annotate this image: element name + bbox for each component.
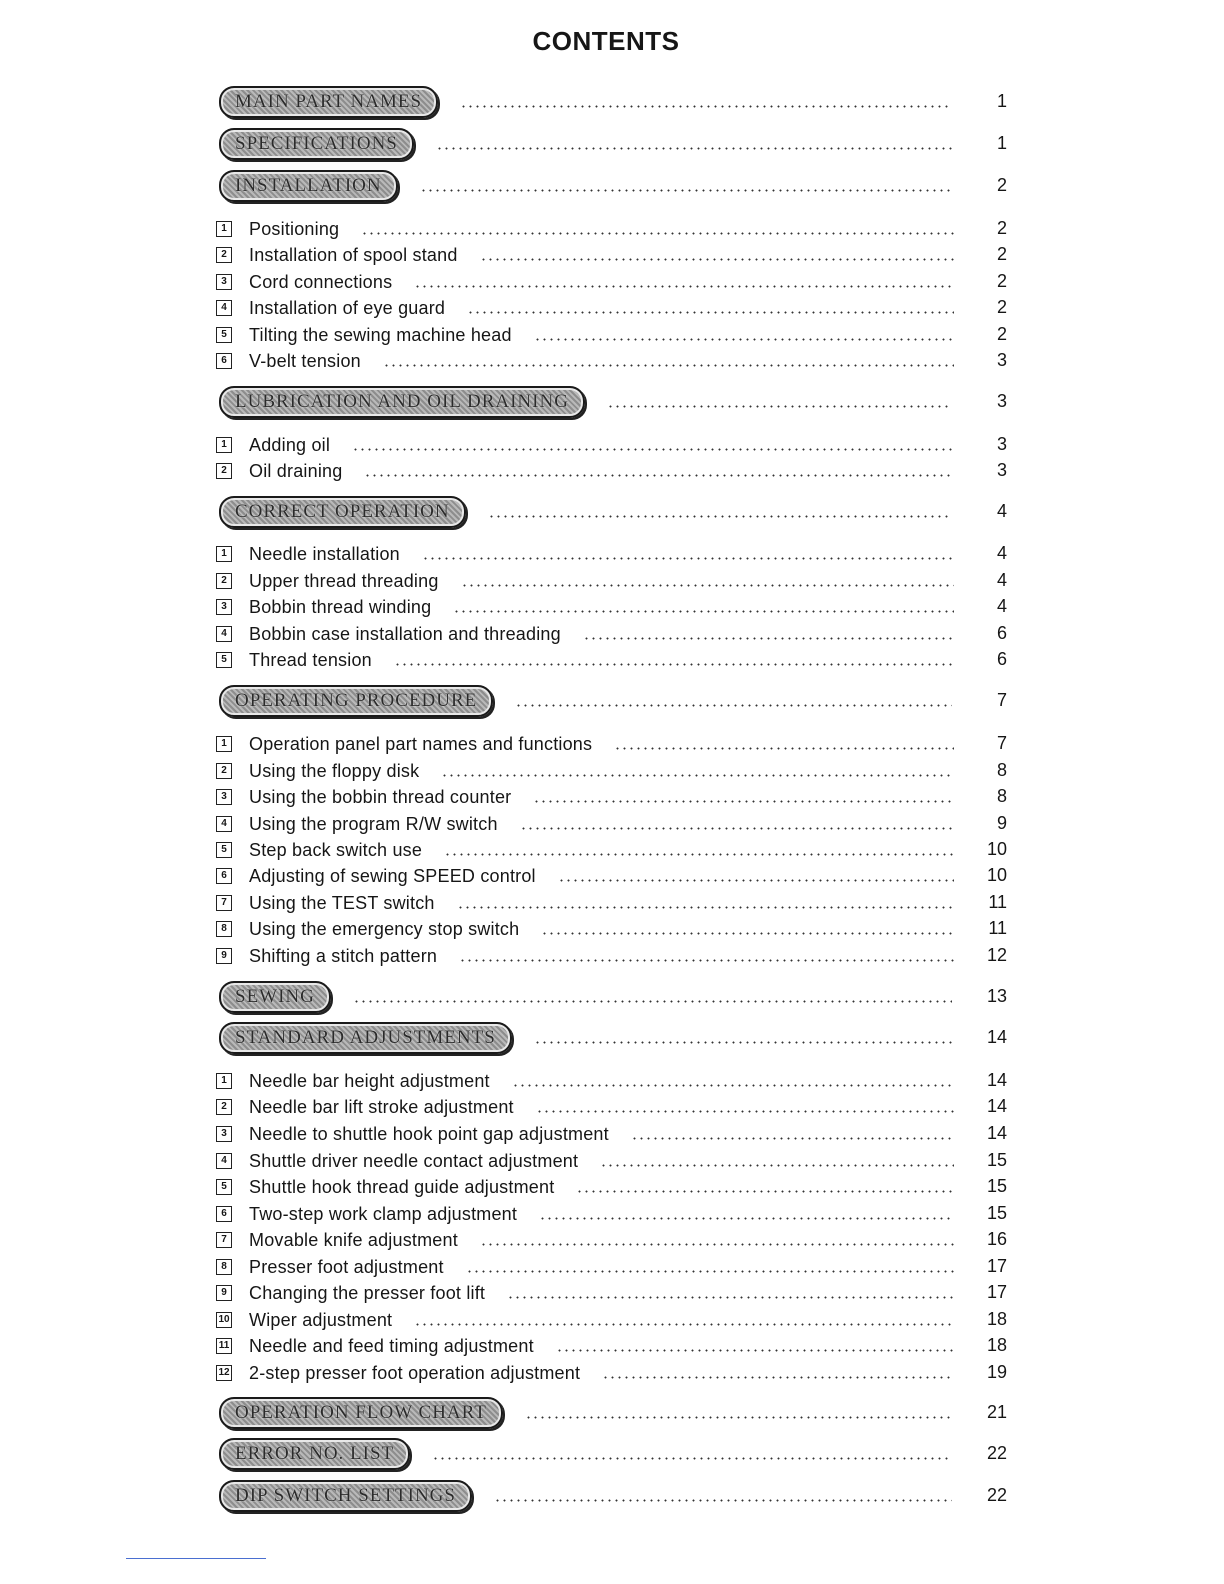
page-number: 12 (986, 945, 1007, 965)
page-number: 3 (996, 460, 1007, 480)
toc-section-row[interactable] (219, 1023, 960, 1053)
page-number: 14 (986, 1123, 1007, 1143)
item-number-box: 5 (216, 842, 232, 858)
item-number-box: 6 (216, 353, 232, 369)
item-label: Operation panel part names and functions (249, 733, 593, 754)
dot-leader (414, 1323, 954, 1326)
page-number: 2 (996, 297, 1007, 317)
page-number: 22 (986, 1485, 1007, 1505)
item-number-box: 1 (216, 1073, 232, 1089)
dot-leader (353, 1000, 952, 1003)
item-label: Installation of eye guard (249, 297, 446, 318)
dot-leader (453, 610, 954, 613)
page-number: 10 (986, 839, 1007, 859)
item-label: Presser foot adjustment (249, 1256, 444, 1277)
page-number: 17 (986, 1256, 1007, 1276)
dot-leader (480, 258, 954, 261)
item-label: Needle and feed timing adjustment (249, 1335, 534, 1356)
toc-item-row[interactable] (216, 539, 962, 569)
item-label: Wiper adjustment (249, 1309, 393, 1330)
item-label: Needle to shuttle hook point gap adjustment (249, 1123, 609, 1144)
item-label: Needle bar lift stroke adjustment (249, 1096, 514, 1117)
page-number: 3 (996, 391, 1007, 411)
dot-leader (414, 285, 954, 288)
page-number: 13 (986, 986, 1007, 1006)
dot-leader (436, 147, 952, 150)
item-label: Bobbin thread winding (249, 596, 432, 617)
item-number-box: 3 (216, 789, 232, 805)
item-label: Changing the presser foot lift (249, 1282, 486, 1303)
page-number: 7 (996, 733, 1007, 753)
dot-leader (607, 405, 952, 408)
toc-item-row[interactable] (216, 1358, 962, 1388)
page-number: 19 (986, 1362, 1007, 1382)
page-number: 18 (986, 1335, 1007, 1355)
item-number-box: 6 (216, 868, 232, 884)
page-number: 2 (996, 218, 1007, 238)
item-number-box: 4 (216, 300, 232, 316)
item-number-box: 10 (216, 1312, 232, 1328)
page-number: 16 (986, 1229, 1007, 1249)
page-number: 21 (986, 1402, 1007, 1422)
toc-item-row[interactable] (216, 782, 962, 812)
page-number: 2 (996, 244, 1007, 264)
item-label: Positioning (249, 218, 340, 239)
dot-leader (525, 1416, 952, 1419)
dot-leader (534, 338, 954, 341)
toc-item-row[interactable] (216, 1119, 962, 1149)
item-number-box: 8 (216, 921, 232, 937)
item-label: Using the TEST switch (249, 892, 435, 913)
dot-leader (520, 827, 954, 830)
dot-leader (631, 1137, 954, 1140)
item-label: Thread tension (249, 649, 372, 670)
dot-leader (361, 232, 954, 235)
toc-item-row[interactable] (216, 1092, 962, 1122)
item-label: Shuttle hook thread guide adjustment (249, 1176, 555, 1197)
page-number: 18 (986, 1309, 1007, 1329)
toc-item-row[interactable] (216, 592, 962, 622)
page-number: 14 (986, 1096, 1007, 1116)
dot-leader (420, 189, 952, 192)
item-number-box: 2 (216, 1099, 232, 1115)
section-heading: OPERATION FLOW CHART (219, 1397, 503, 1429)
dot-leader (583, 637, 954, 640)
toc-item-row[interactable] (216, 293, 962, 323)
toc-section-row[interactable] (219, 1398, 960, 1428)
toc-section-row[interactable] (219, 87, 960, 117)
toc-item-row[interactable] (216, 861, 962, 891)
toc-section-row[interactable] (219, 129, 960, 159)
item-label: Movable knife adjustment (249, 1229, 458, 1250)
toc-section-row[interactable] (219, 1439, 960, 1469)
item-number-box: 9 (216, 948, 232, 964)
item-number-box: 7 (216, 1232, 232, 1248)
dot-leader (614, 747, 954, 750)
section-heading: MAIN PART NAMES (219, 86, 438, 118)
dot-leader (460, 105, 952, 108)
dot-leader (467, 311, 954, 314)
page-number: 8 (996, 760, 1007, 780)
item-label: 2-step presser foot operation adjustment (249, 1362, 581, 1383)
section-heading: SPECIFICATIONS (219, 128, 414, 160)
toc-section-row[interactable] (219, 982, 960, 1012)
dot-leader (444, 853, 954, 856)
item-number-box: 1 (216, 546, 232, 562)
section-heading: INSTALLATION (219, 170, 398, 202)
toc-section-row[interactable] (219, 387, 960, 417)
item-label: Using the bobbin thread counter (249, 786, 512, 807)
dot-leader (422, 557, 954, 560)
page-number: 2 (996, 175, 1007, 195)
dot-leader (394, 663, 954, 666)
item-label: V-belt tension (249, 350, 361, 371)
toc-item-row[interactable] (216, 456, 962, 486)
section-heading: STANDARD ADJUSTMENTS (219, 1022, 512, 1054)
page-number: 1 (996, 91, 1007, 111)
item-number-box: 1 (216, 221, 232, 237)
item-number-box: 8 (216, 1259, 232, 1275)
section-heading: LUBRICATION AND OIL DRAINING (219, 386, 585, 418)
item-label: Step back switch use (249, 839, 423, 860)
dot-leader (488, 515, 952, 518)
toc-item-row[interactable] (216, 1225, 962, 1255)
toc-item-row[interactable] (216, 346, 962, 376)
page-number: 2 (996, 324, 1007, 344)
page-title: CONTENTS (532, 26, 680, 56)
item-number-box: 12 (216, 1365, 232, 1381)
page-number: 8 (996, 786, 1007, 806)
page-number: 4 (996, 596, 1007, 616)
item-number-box: 7 (216, 895, 232, 911)
page-number: 10 (986, 865, 1007, 885)
dot-leader (515, 704, 952, 707)
dot-leader (383, 364, 954, 367)
dot-leader (600, 1164, 954, 1167)
toc-item-row[interactable] (216, 1278, 962, 1308)
page-number: 7 (996, 690, 1007, 710)
dot-leader (352, 448, 954, 451)
toc-item-row[interactable] (216, 1172, 962, 1202)
item-number-box: 9 (216, 1285, 232, 1301)
dot-leader (536, 1110, 954, 1113)
page-number: 4 (996, 501, 1007, 521)
toc-section-row[interactable] (219, 171, 960, 201)
toc-section-row[interactable] (219, 686, 960, 716)
item-label: Needle bar height adjustment (249, 1070, 490, 1091)
item-label: Upper thread threading (249, 570, 439, 591)
item-number-box: 4 (216, 816, 232, 832)
item-number-box: 2 (216, 763, 232, 779)
item-label: Adjusting of sewing SPEED control (249, 865, 536, 886)
dot-leader (539, 1217, 954, 1220)
dot-leader (602, 1376, 954, 1379)
item-label: Two-step work clamp adjustment (249, 1203, 518, 1224)
section-heading: OPERATING PROCEDURE (219, 685, 493, 717)
item-number-box: 4 (216, 626, 232, 642)
item-number-box: 2 (216, 573, 232, 589)
item-label: Cord connections (249, 271, 393, 292)
item-label: Installation of spool stand (249, 244, 458, 265)
dot-leader (541, 932, 954, 935)
item-number-box: 4 (216, 1153, 232, 1169)
section-heading: ERROR NO. LIST (219, 1438, 410, 1470)
dot-leader (461, 584, 954, 587)
section-heading: SEWING (219, 981, 331, 1013)
page-number: 17 (986, 1282, 1007, 1302)
dot-leader (466, 1270, 954, 1273)
page-number: 3 (996, 350, 1007, 370)
dot-leader (558, 879, 954, 882)
item-label: Using the program R/W switch (249, 813, 498, 834)
item-label: Shifting a stitch pattern (249, 945, 438, 966)
page-number: 4 (996, 543, 1007, 563)
page-number: 6 (996, 623, 1007, 643)
dot-leader (556, 1349, 954, 1352)
item-number-box: 3 (216, 599, 232, 615)
dot-leader (441, 774, 954, 777)
toc-item-row[interactable] (216, 240, 962, 270)
page-number: 22 (986, 1443, 1007, 1463)
section-heading: DIP SWITCH SETTINGS (219, 1480, 472, 1512)
item-number-box: 2 (216, 463, 232, 479)
dot-leader (533, 800, 954, 803)
dot-leader (432, 1457, 952, 1460)
section-heading: CORRECT OPERATION (219, 496, 466, 528)
item-label: Using the floppy disk (249, 760, 420, 781)
item-number-box: 3 (216, 1126, 232, 1142)
dot-leader (507, 1296, 954, 1299)
item-number-box: 11 (216, 1338, 232, 1354)
item-number-box: 1 (216, 437, 232, 453)
item-number-box: 5 (216, 327, 232, 343)
dot-leader (512, 1084, 954, 1087)
page-number: 9 (996, 813, 1007, 833)
toc-section-row[interactable] (219, 497, 960, 527)
dot-leader (459, 959, 954, 962)
item-number-box: 5 (216, 652, 232, 668)
item-label: Using the emergency stop switch (249, 918, 520, 939)
item-label: Adding oil (249, 434, 331, 455)
item-label: Tilting the sewing machine head (249, 324, 512, 345)
page-number: 1 (996, 133, 1007, 153)
item-label: Needle installation (249, 543, 400, 564)
toc-item-row[interactable] (216, 645, 962, 675)
toc-item-row[interactable] (216, 729, 962, 759)
dot-leader (494, 1499, 952, 1502)
page-number: 3 (996, 434, 1007, 454)
dot-leader (576, 1190, 954, 1193)
footer-divider (126, 1558, 266, 1559)
dot-leader (480, 1243, 954, 1246)
page-number: 14 (986, 1070, 1007, 1090)
dot-leader (364, 474, 954, 477)
page-number: 11 (988, 892, 1007, 912)
page-number: 6 (996, 649, 1007, 669)
page-number: 11 (988, 918, 1007, 938)
page-number: 15 (986, 1203, 1007, 1223)
page-number: 2 (996, 271, 1007, 291)
item-number-box: 3 (216, 274, 232, 290)
item-number-box: 1 (216, 736, 232, 752)
item-number-box: 5 (216, 1179, 232, 1195)
item-label: Shuttle driver needle contact adjustment (249, 1150, 579, 1171)
item-number-box: 6 (216, 1206, 232, 1222)
page-number: 15 (986, 1150, 1007, 1170)
item-label: Bobbin case installation and threading (249, 623, 561, 644)
toc-item-row[interactable] (216, 914, 962, 944)
toc-section-row[interactable] (219, 1481, 960, 1511)
page-number: 4 (996, 570, 1007, 590)
page-number: 14 (986, 1027, 1007, 1047)
item-label: Oil draining (249, 460, 343, 481)
page-number: 15 (986, 1176, 1007, 1196)
toc-item-row[interactable] (216, 941, 962, 971)
dot-leader (534, 1041, 952, 1044)
item-number-box: 2 (216, 247, 232, 263)
toc-item-row[interactable] (216, 1331, 962, 1361)
dot-leader (457, 906, 954, 909)
